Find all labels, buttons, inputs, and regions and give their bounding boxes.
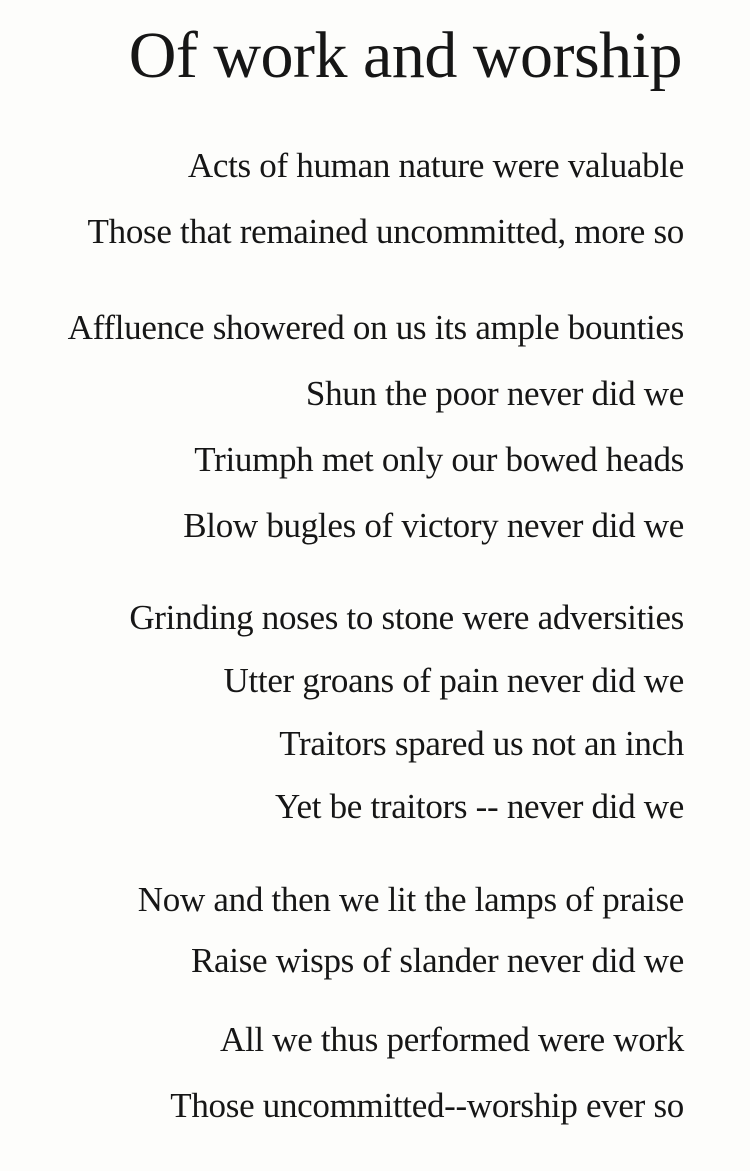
poem-line: Shun the poor never did we [305, 374, 684, 413]
poem-line: All we thus performed were work [219, 1020, 684, 1059]
poem-line: Now and then we lit the lamps of praise [137, 880, 684, 919]
poem-line: Raise wisps of slander never did we [191, 941, 684, 980]
poem-line: Traitors spared us not an inch [279, 724, 684, 763]
poem-title: Of work and worship [128, 19, 682, 92]
poem-line: Blow bugles of victory never did we [183, 506, 684, 545]
poem-line: Yet be traitors -- never did we [275, 787, 684, 826]
poem-line: Acts of human nature were valuable [187, 146, 684, 185]
poem-line: Triumph met only our bowed heads [194, 440, 684, 479]
poem-line: Those that remained uncommitted, more so [87, 212, 684, 251]
poem-line: Utter groans of pain never did we [223, 661, 684, 700]
poem-line: Grinding noses to stone were adversities [129, 598, 684, 637]
poem-line: Those uncommitted--worship ever so [170, 1086, 684, 1125]
poem-line: Affluence showered on us its ample bounties [67, 308, 684, 347]
